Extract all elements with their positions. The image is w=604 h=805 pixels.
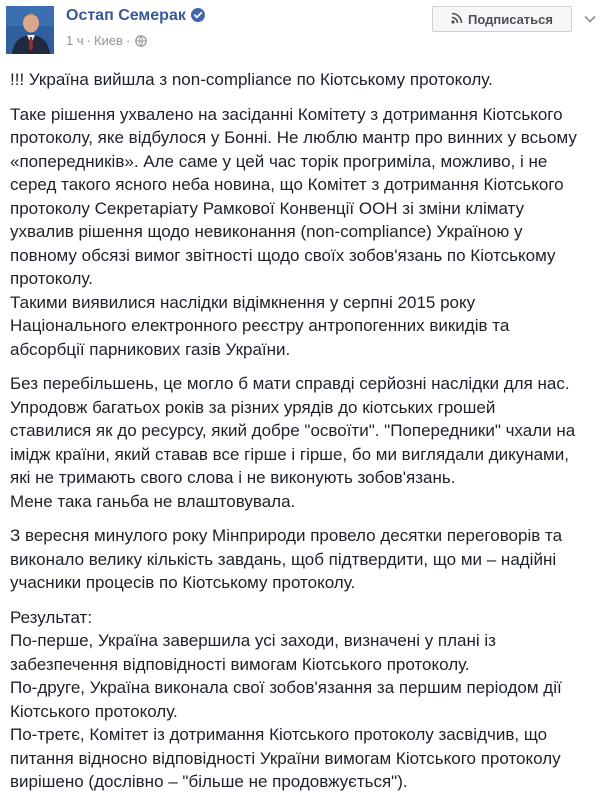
post-text-line: учасники процесів по Кіотському протоколу. xyxy=(10,573,356,592)
post-text-line: протоколу Секретаріату Рамкової Конвенції ООН зі зміни клімату xyxy=(10,198,525,218)
post-text xyxy=(10,68,600,805)
post-text-line: Такими виявилися наслідки відімкнення у серпні 2015 року xyxy=(10,292,476,312)
author-name-link[interactable] xyxy=(66,7,205,27)
post-text-line: Мене така ганьба не влаштовувала. xyxy=(10,491,296,511)
post-text-line: Кіотського протоколу. xyxy=(10,701,178,721)
post-text-line: По-друге, Україна виконала свої зобов'язання за першим періодом дії xyxy=(10,678,562,697)
post-text-line: !!! Україна вийшла з non-compliance по Кіотському протоколу. xyxy=(10,70,493,89)
meta-separator-2: · xyxy=(125,33,131,48)
post-text-line: Таке рішення ухвалено на засіданні Комітету з дотримання Кіотського xyxy=(10,104,563,124)
post-text-line: виконало велику кількість завдань, щоб підтвердити, що ми – надійні xyxy=(10,549,557,569)
post-header xyxy=(0,0,604,60)
subscribe-label: Подписаться xyxy=(467,11,553,27)
post-paragraph xyxy=(10,103,600,362)
post-text-line: забезпечення відповідності вимогам Кіотського протоколу. xyxy=(10,654,470,674)
post-text-line: питання відносно відповідності України вимогам Кіотського протоколу xyxy=(10,748,561,768)
post-text-line: ставилися як до ресурсу, який добре "освоїти". "Попередники" чхали на xyxy=(10,421,576,440)
post-text-line: протоколу. xyxy=(10,269,93,288)
meta-separator: · xyxy=(86,33,91,48)
globe-icon[interactable] xyxy=(135,35,147,50)
post-text-line: По-третє, Комітет із дотримання Кіотського протоколу засвідчив, що xyxy=(10,725,548,744)
post-text-line: вирішено (дослівно – "більше не продовжується"). xyxy=(10,772,408,791)
post-text-line: «попередників». Але саме у цей час торік прогриміла, можливо, і не xyxy=(10,151,548,171)
post-paragraph xyxy=(10,524,600,595)
post-text-line: Упродовж багатьох років за різних урядів до кіотських грошей xyxy=(10,397,496,417)
rss-icon xyxy=(451,12,463,27)
post-text-line: які не тримають свого слова і не виконують зобов'язань. xyxy=(10,468,456,487)
post-timestamp[interactable]: 1 ч xyxy=(66,33,84,48)
post-text-line: серед такого ясного неба новина, що Комітет з дотримання Кіотського xyxy=(10,175,564,194)
post-text-line: імідж країни, який ставав все гірше і гірше, бо ми виглядали дикунами, xyxy=(10,444,569,464)
post-text-line: По-перше, Україна завершила усі заходи, визначені у плані із xyxy=(10,631,496,650)
post-location[interactable]: Киев xyxy=(93,33,123,48)
author-name[interactable]: Остап Семерак xyxy=(66,7,186,24)
post-paragraph xyxy=(10,372,600,513)
post-text-line: протоколу, яке відбулося у Бонні. Не люблю мантр про винних у всьому xyxy=(10,128,577,147)
verified-badge-icon xyxy=(191,8,205,27)
post-text-line: Національного електронного реєстру антропогенних викидів та xyxy=(10,316,510,335)
post-text-line: повному обсязі вимог звітності щодо своїх зобов'язань по Кіотському xyxy=(10,245,556,265)
post-paragraph xyxy=(10,68,600,92)
post-paragraph xyxy=(10,606,600,794)
post-text-line: З вересня минулого року Мінприроди провело десятки переговорів та xyxy=(10,526,563,545)
post-options-button[interactable] xyxy=(580,9,600,29)
post-meta xyxy=(66,33,147,50)
post-text-line: абсорбції парникових газів України. xyxy=(10,339,291,359)
author-avatar[interactable] xyxy=(6,6,54,54)
post-text-line: ухвалив рішення щодо невиконання (non-compliance) Україною у xyxy=(10,222,523,241)
post-text-line: Без перебільшень, це могло б мати справді серйозні наслідки для нас. xyxy=(10,374,570,393)
subscribe-button[interactable] xyxy=(432,6,572,32)
post-text-line: Результат: xyxy=(10,607,93,627)
chevron-down-icon xyxy=(584,10,596,28)
